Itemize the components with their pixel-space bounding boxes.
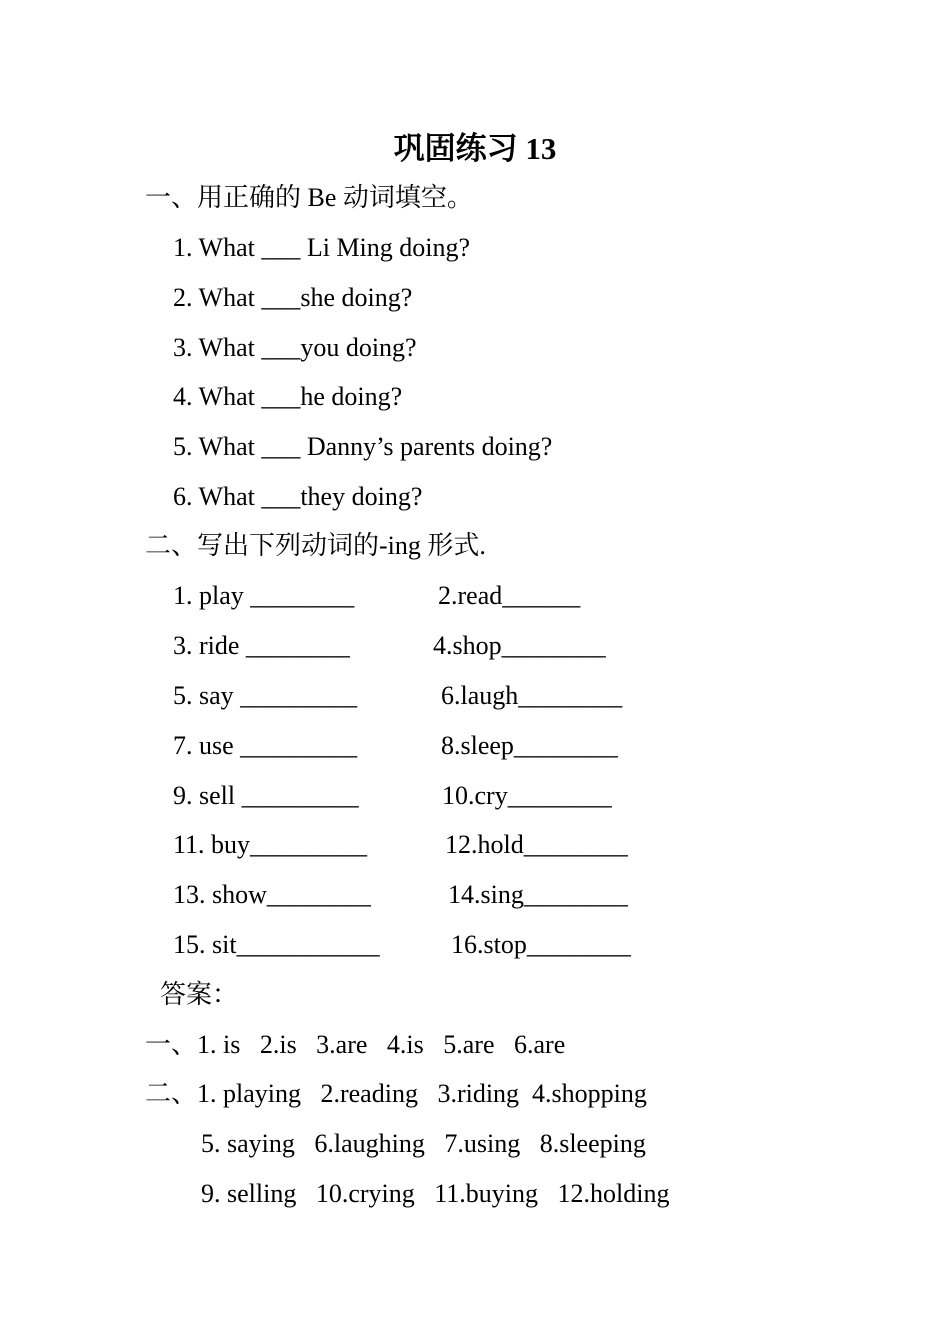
answers-section1: 一、1. is 2.is 3.are 4.is 5.are 6.are <box>145 1030 566 1059</box>
section1-item-6: 6. What ___they doing? <box>173 482 423 511</box>
section2-item-2: 2.read______ <box>438 581 581 610</box>
section2-item-9: 9. sell _________ <box>173 781 359 810</box>
section2-item-5: 5. say _________ <box>173 681 358 710</box>
section2-item-3: 3. ride ________ <box>173 631 350 660</box>
answers-section2-line1: 二、1. playing 2.reading 3.riding 4.shopping <box>145 1079 647 1108</box>
section2-item-10: 10.cry________ <box>442 781 612 810</box>
answers-section2-line3: 9. selling 10.crying 11.buying 12.holding <box>201 1179 670 1208</box>
section2-item-14: 14.sing________ <box>448 880 628 909</box>
section2-item-11: 11. buy_________ <box>173 830 368 859</box>
section1-heading: 一、用正确的 Be 动词填空。 <box>145 183 473 212</box>
section2-item-16: 16.stop________ <box>451 930 631 959</box>
section1-item-3: 3. What ___you doing? <box>173 333 417 362</box>
section2-item-8: 8.sleep________ <box>441 731 618 760</box>
page-title: 巩固练习 13 <box>393 131 557 166</box>
section2-item-7: 7. use _________ <box>173 731 358 760</box>
section2-item-12: 12.hold________ <box>445 830 628 859</box>
section2-item-15: 15. sit___________ <box>173 930 380 959</box>
section2-item-13: 13. show________ <box>173 880 371 909</box>
answers-section2-line2: 5. saying 6.laughing 7.using 8.sleeping <box>201 1129 646 1158</box>
section1-item-4: 4. What ___he doing? <box>173 382 403 411</box>
section2-heading: 二、写出下列动词的-ing 形式. <box>145 531 486 560</box>
section1-item-1: 1. What ___ Li Ming doing? <box>173 233 471 262</box>
section2-item-4: 4.shop________ <box>433 631 606 660</box>
answers-label: 答案： <box>160 980 239 1009</box>
section1-item-2: 2. What ___she doing? <box>173 283 413 312</box>
section1-item-5: 5. What ___ Danny’s parents doing? <box>173 432 553 461</box>
section2-item-6: 6.laugh________ <box>441 681 623 710</box>
section2-item-1: 1. play ________ <box>173 581 355 610</box>
